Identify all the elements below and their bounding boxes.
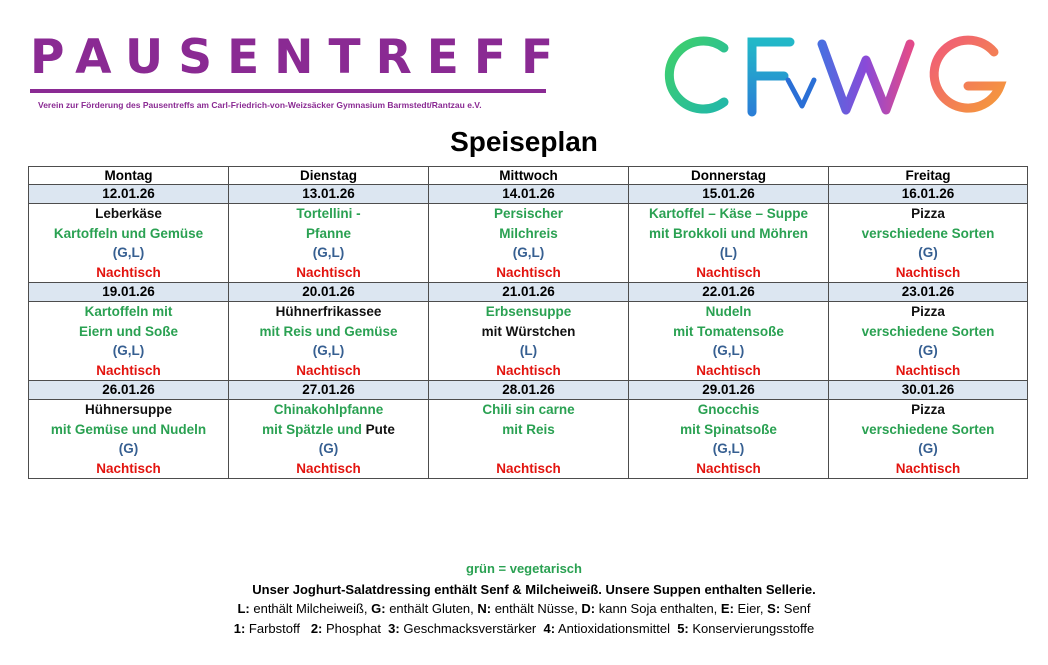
meal-cell bbox=[229, 302, 429, 381]
dish-line bbox=[429, 400, 628, 420]
allergen-code bbox=[829, 439, 1027, 459]
dish-text: Leberkäse bbox=[95, 206, 162, 221]
dessert-label bbox=[29, 263, 228, 283]
allergen-code bbox=[29, 341, 228, 361]
vegetarian-legend: grün = vegetarisch bbox=[466, 561, 582, 576]
dish-text: Chili sin carne bbox=[482, 402, 575, 417]
dish-line bbox=[229, 204, 428, 224]
date-cell: 26.01.26 bbox=[29, 381, 229, 400]
dish-line bbox=[429, 302, 628, 322]
dish-text: Chinakohlpfanne bbox=[273, 402, 384, 417]
dessert-label bbox=[229, 459, 428, 479]
dish-line bbox=[629, 322, 828, 342]
dish-text: mit Gemüse und Nudeln bbox=[50, 421, 207, 437]
meal-cell bbox=[29, 400, 229, 479]
legend-code: 5: bbox=[677, 621, 689, 636]
dish-text: mit Tomatensoße bbox=[673, 323, 784, 339]
dish-line bbox=[29, 204, 228, 224]
dish-line bbox=[629, 420, 828, 440]
dish-text: (L) bbox=[719, 245, 738, 260]
meal-cell bbox=[429, 302, 629, 381]
dish-text: Nachtisch bbox=[96, 362, 161, 378]
meal-cell bbox=[229, 204, 429, 283]
dish-text: mit Reis bbox=[502, 421, 555, 437]
allergen-code bbox=[829, 341, 1027, 361]
legend-text: enthält Milcheiweiß, bbox=[249, 601, 372, 616]
dish-line bbox=[229, 420, 428, 440]
dish-text: Nachtisch bbox=[96, 264, 161, 280]
dessert-label bbox=[629, 263, 828, 283]
dish-text: Kartoffel – Käse – Suppe bbox=[648, 206, 809, 221]
date-row bbox=[29, 381, 1028, 400]
dish-text: Nachtisch bbox=[895, 460, 961, 476]
legend-text: enthält Gluten, bbox=[385, 601, 478, 616]
dish-line bbox=[29, 322, 228, 342]
dish-text: Nachtisch bbox=[496, 362, 561, 378]
dish-text: Nachtisch bbox=[296, 264, 361, 280]
weekday-header: Montag bbox=[29, 167, 229, 185]
dish-line bbox=[629, 302, 828, 322]
dish-text: Nachtisch bbox=[696, 460, 761, 476]
dish-line bbox=[29, 420, 228, 440]
date-cell: 13.01.26 bbox=[229, 185, 429, 204]
legend-code: L: bbox=[237, 601, 250, 616]
dish-line bbox=[229, 224, 428, 244]
meal-row bbox=[29, 204, 1028, 283]
dish-line bbox=[629, 224, 828, 244]
dish-text: (G) bbox=[918, 441, 938, 456]
legend-text: Geschmacksverstärker bbox=[399, 621, 544, 636]
org-title: PAUSENTREFF bbox=[30, 30, 569, 85]
dressing-note: Unser Joghurt-Salatdressing enthält Senf & Milcheiweiß. Unsere Suppen enthalten Sellerie. bbox=[252, 582, 816, 597]
dish-text: Hühnersuppe bbox=[84, 402, 172, 417]
dessert-label bbox=[629, 459, 828, 479]
weekday-header: Donnerstag bbox=[629, 167, 829, 185]
dish-line bbox=[229, 400, 428, 420]
dish-text: Tortellini - bbox=[296, 206, 361, 221]
meal-row bbox=[29, 302, 1028, 381]
allergen-code bbox=[29, 243, 228, 263]
dish-text: mit Brokkoli und Möhren bbox=[648, 225, 808, 241]
dish-text: Pizza bbox=[911, 402, 945, 417]
dish-text: mit Reis und Gemüse bbox=[259, 323, 398, 339]
dish-line bbox=[429, 204, 628, 224]
dessert-label bbox=[29, 459, 228, 479]
dish-line bbox=[829, 224, 1027, 244]
dish-line bbox=[229, 302, 428, 322]
legend-code: 3: bbox=[388, 621, 400, 636]
meal-cell bbox=[629, 204, 829, 283]
dish-text: (G) bbox=[918, 343, 938, 358]
legend-code: 2: bbox=[310, 621, 323, 636]
date-cell: 21.01.26 bbox=[429, 283, 629, 302]
meal-cell bbox=[629, 400, 829, 479]
dish-text: (G,L) bbox=[312, 245, 345, 260]
dish-text: verschiedene Sorten bbox=[861, 225, 995, 241]
legend-code: 1: bbox=[233, 621, 246, 636]
legend-code: E: bbox=[720, 601, 734, 616]
dessert-label bbox=[429, 361, 628, 381]
date-cell: 27.01.26 bbox=[229, 381, 429, 400]
dessert-label bbox=[829, 263, 1027, 283]
menu-title: Speiseplan bbox=[450, 126, 598, 157]
meal-cell bbox=[429, 204, 629, 283]
legend-code: D: bbox=[581, 601, 596, 616]
allergen-code bbox=[229, 439, 428, 459]
dish-text: Kartoffeln mit bbox=[84, 304, 173, 319]
dish-text: mit Spätzle und bbox=[262, 421, 366, 437]
date-cell: 29.01.26 bbox=[629, 381, 829, 400]
dish-line bbox=[829, 420, 1027, 440]
dish-text: Persischer bbox=[493, 206, 564, 221]
org-subtitle: Verein zur Förderung des Pausentreffs am Carl-Friedrich-von-Weizsäcker Gymnasium Barmstedt/Rantzau e.V. bbox=[38, 100, 482, 110]
dish-line bbox=[429, 420, 628, 440]
dish-text: Nachtisch bbox=[496, 264, 561, 280]
dish-line bbox=[629, 204, 828, 224]
dish-text: Milchreis bbox=[499, 225, 558, 241]
meal-cell bbox=[29, 302, 229, 381]
meal-cell bbox=[829, 204, 1028, 283]
dessert-label bbox=[629, 361, 828, 381]
allergen-code bbox=[429, 243, 628, 263]
meal-cell bbox=[829, 302, 1028, 381]
dish-text: Gnocchis bbox=[697, 402, 760, 417]
allergen-code bbox=[429, 439, 628, 459]
menu-table bbox=[28, 166, 1028, 479]
dish-text: Nudeln bbox=[705, 304, 752, 319]
dish-text: Nachtisch bbox=[296, 460, 361, 476]
dish-text: Pute bbox=[365, 421, 395, 437]
allergen-code bbox=[829, 243, 1027, 263]
date-cell: 19.01.26 bbox=[29, 283, 229, 302]
dish-text: Nachtisch bbox=[895, 264, 961, 280]
meal-cell bbox=[629, 302, 829, 381]
legend-code: S: bbox=[767, 601, 781, 616]
legend-text: Eier, bbox=[733, 601, 768, 616]
dish-line bbox=[829, 204, 1027, 224]
date-cell: 12.01.26 bbox=[29, 185, 229, 204]
dessert-label bbox=[229, 263, 428, 283]
dish-text: (L) bbox=[519, 343, 538, 358]
date-cell: 14.01.26 bbox=[429, 185, 629, 204]
additive-legend bbox=[0, 621, 1048, 636]
dish-text: Pfanne bbox=[305, 225, 351, 241]
legend-code: G: bbox=[371, 601, 386, 616]
dish-text: Erbsensuppe bbox=[485, 304, 572, 319]
title-underline bbox=[30, 89, 546, 93]
dessert-label bbox=[829, 361, 1027, 381]
dish-text: Nachtisch bbox=[895, 362, 961, 378]
meal-row bbox=[29, 400, 1028, 479]
dish-line bbox=[829, 322, 1027, 342]
allergen-code bbox=[229, 243, 428, 263]
legend-code: 4: bbox=[543, 621, 556, 636]
dish-text: verschiedene Sorten bbox=[861, 323, 995, 339]
dish-line bbox=[429, 322, 628, 342]
dish-text: (G) bbox=[318, 441, 339, 456]
dessert-label bbox=[229, 361, 428, 381]
allergen-code bbox=[629, 439, 828, 459]
legend-text: Phosphat bbox=[322, 621, 389, 636]
allergen-code bbox=[229, 341, 428, 361]
dish-line bbox=[29, 400, 228, 420]
dish-text: (G,L) bbox=[712, 343, 745, 358]
dish-text: (G,L) bbox=[512, 245, 545, 260]
dish-line bbox=[629, 400, 828, 420]
dish-text: (G) bbox=[118, 441, 139, 456]
dish-text: Pizza bbox=[911, 206, 945, 221]
dish-line bbox=[429, 224, 628, 244]
weekday-header-row bbox=[29, 167, 1028, 185]
dish-text: (G,L) bbox=[312, 343, 345, 358]
dish-line bbox=[29, 302, 228, 322]
date-cell: 20.01.26 bbox=[229, 283, 429, 302]
meal-cell bbox=[29, 204, 229, 283]
weekday-header: Freitag bbox=[829, 167, 1028, 185]
dish-text: Nachtisch bbox=[496, 460, 561, 476]
dessert-label bbox=[29, 361, 228, 381]
dish-line bbox=[29, 224, 228, 244]
dish-text: Eiern und Soße bbox=[78, 323, 178, 339]
dish-text: Hühnerfrikassee bbox=[275, 304, 382, 319]
date-cell: 23.01.26 bbox=[829, 283, 1028, 302]
meal-cell bbox=[429, 400, 629, 479]
weekday-header: Mittwoch bbox=[429, 167, 629, 185]
date-cell: 22.01.26 bbox=[629, 283, 829, 302]
dish-text: (G,L) bbox=[712, 441, 745, 456]
allergen-code bbox=[29, 439, 228, 459]
date-cell: 28.01.26 bbox=[429, 381, 629, 400]
dish-text: Nachtisch bbox=[96, 460, 161, 476]
allergen-code bbox=[429, 341, 628, 361]
allergen-code bbox=[629, 243, 828, 263]
allergen-legend bbox=[0, 601, 1048, 616]
legend-text: Senf bbox=[780, 601, 811, 616]
dish-line bbox=[829, 302, 1027, 322]
dish-text: (G) bbox=[918, 245, 938, 260]
date-cell: 16.01.26 bbox=[829, 185, 1028, 204]
dish-line bbox=[829, 400, 1027, 420]
dish-text: Nachtisch bbox=[696, 362, 761, 378]
school-logo-icon bbox=[662, 30, 1008, 120]
dish-text: (G,L) bbox=[112, 343, 145, 358]
dish-text: (G,L) bbox=[112, 245, 145, 260]
allergen-code bbox=[629, 341, 828, 361]
date-cell: 30.01.26 bbox=[829, 381, 1028, 400]
dish-text: mit Würstchen bbox=[481, 323, 576, 339]
dish-text: Nachtisch bbox=[696, 264, 761, 280]
legend-text: Farbstoff bbox=[245, 621, 311, 636]
dish-text: Kartoffeln und Gemüse bbox=[53, 225, 204, 241]
dessert-label bbox=[429, 459, 628, 479]
dish-line bbox=[229, 322, 428, 342]
dessert-label bbox=[429, 263, 628, 283]
date-row bbox=[29, 283, 1028, 302]
dish-text: Pizza bbox=[911, 304, 945, 319]
legend-text: enthält Nüsse, bbox=[491, 601, 582, 616]
meal-cell bbox=[829, 400, 1028, 479]
meal-cell bbox=[229, 400, 429, 479]
weekday-header: Dienstag bbox=[229, 167, 429, 185]
dessert-label bbox=[829, 459, 1027, 479]
dish-text: verschiedene Sorten bbox=[861, 421, 995, 437]
dish-text: Nachtisch bbox=[296, 362, 361, 378]
legend-text: kann Soja enthalten, bbox=[595, 601, 721, 616]
dish-text: mit Spinatsoße bbox=[680, 421, 777, 437]
legend-text: Antioxidationsmittel bbox=[555, 621, 678, 636]
date-cell: 15.01.26 bbox=[629, 185, 829, 204]
legend-code: N: bbox=[477, 601, 492, 616]
date-row bbox=[29, 185, 1028, 204]
legend-text: Konservierungsstoffe bbox=[688, 621, 815, 636]
